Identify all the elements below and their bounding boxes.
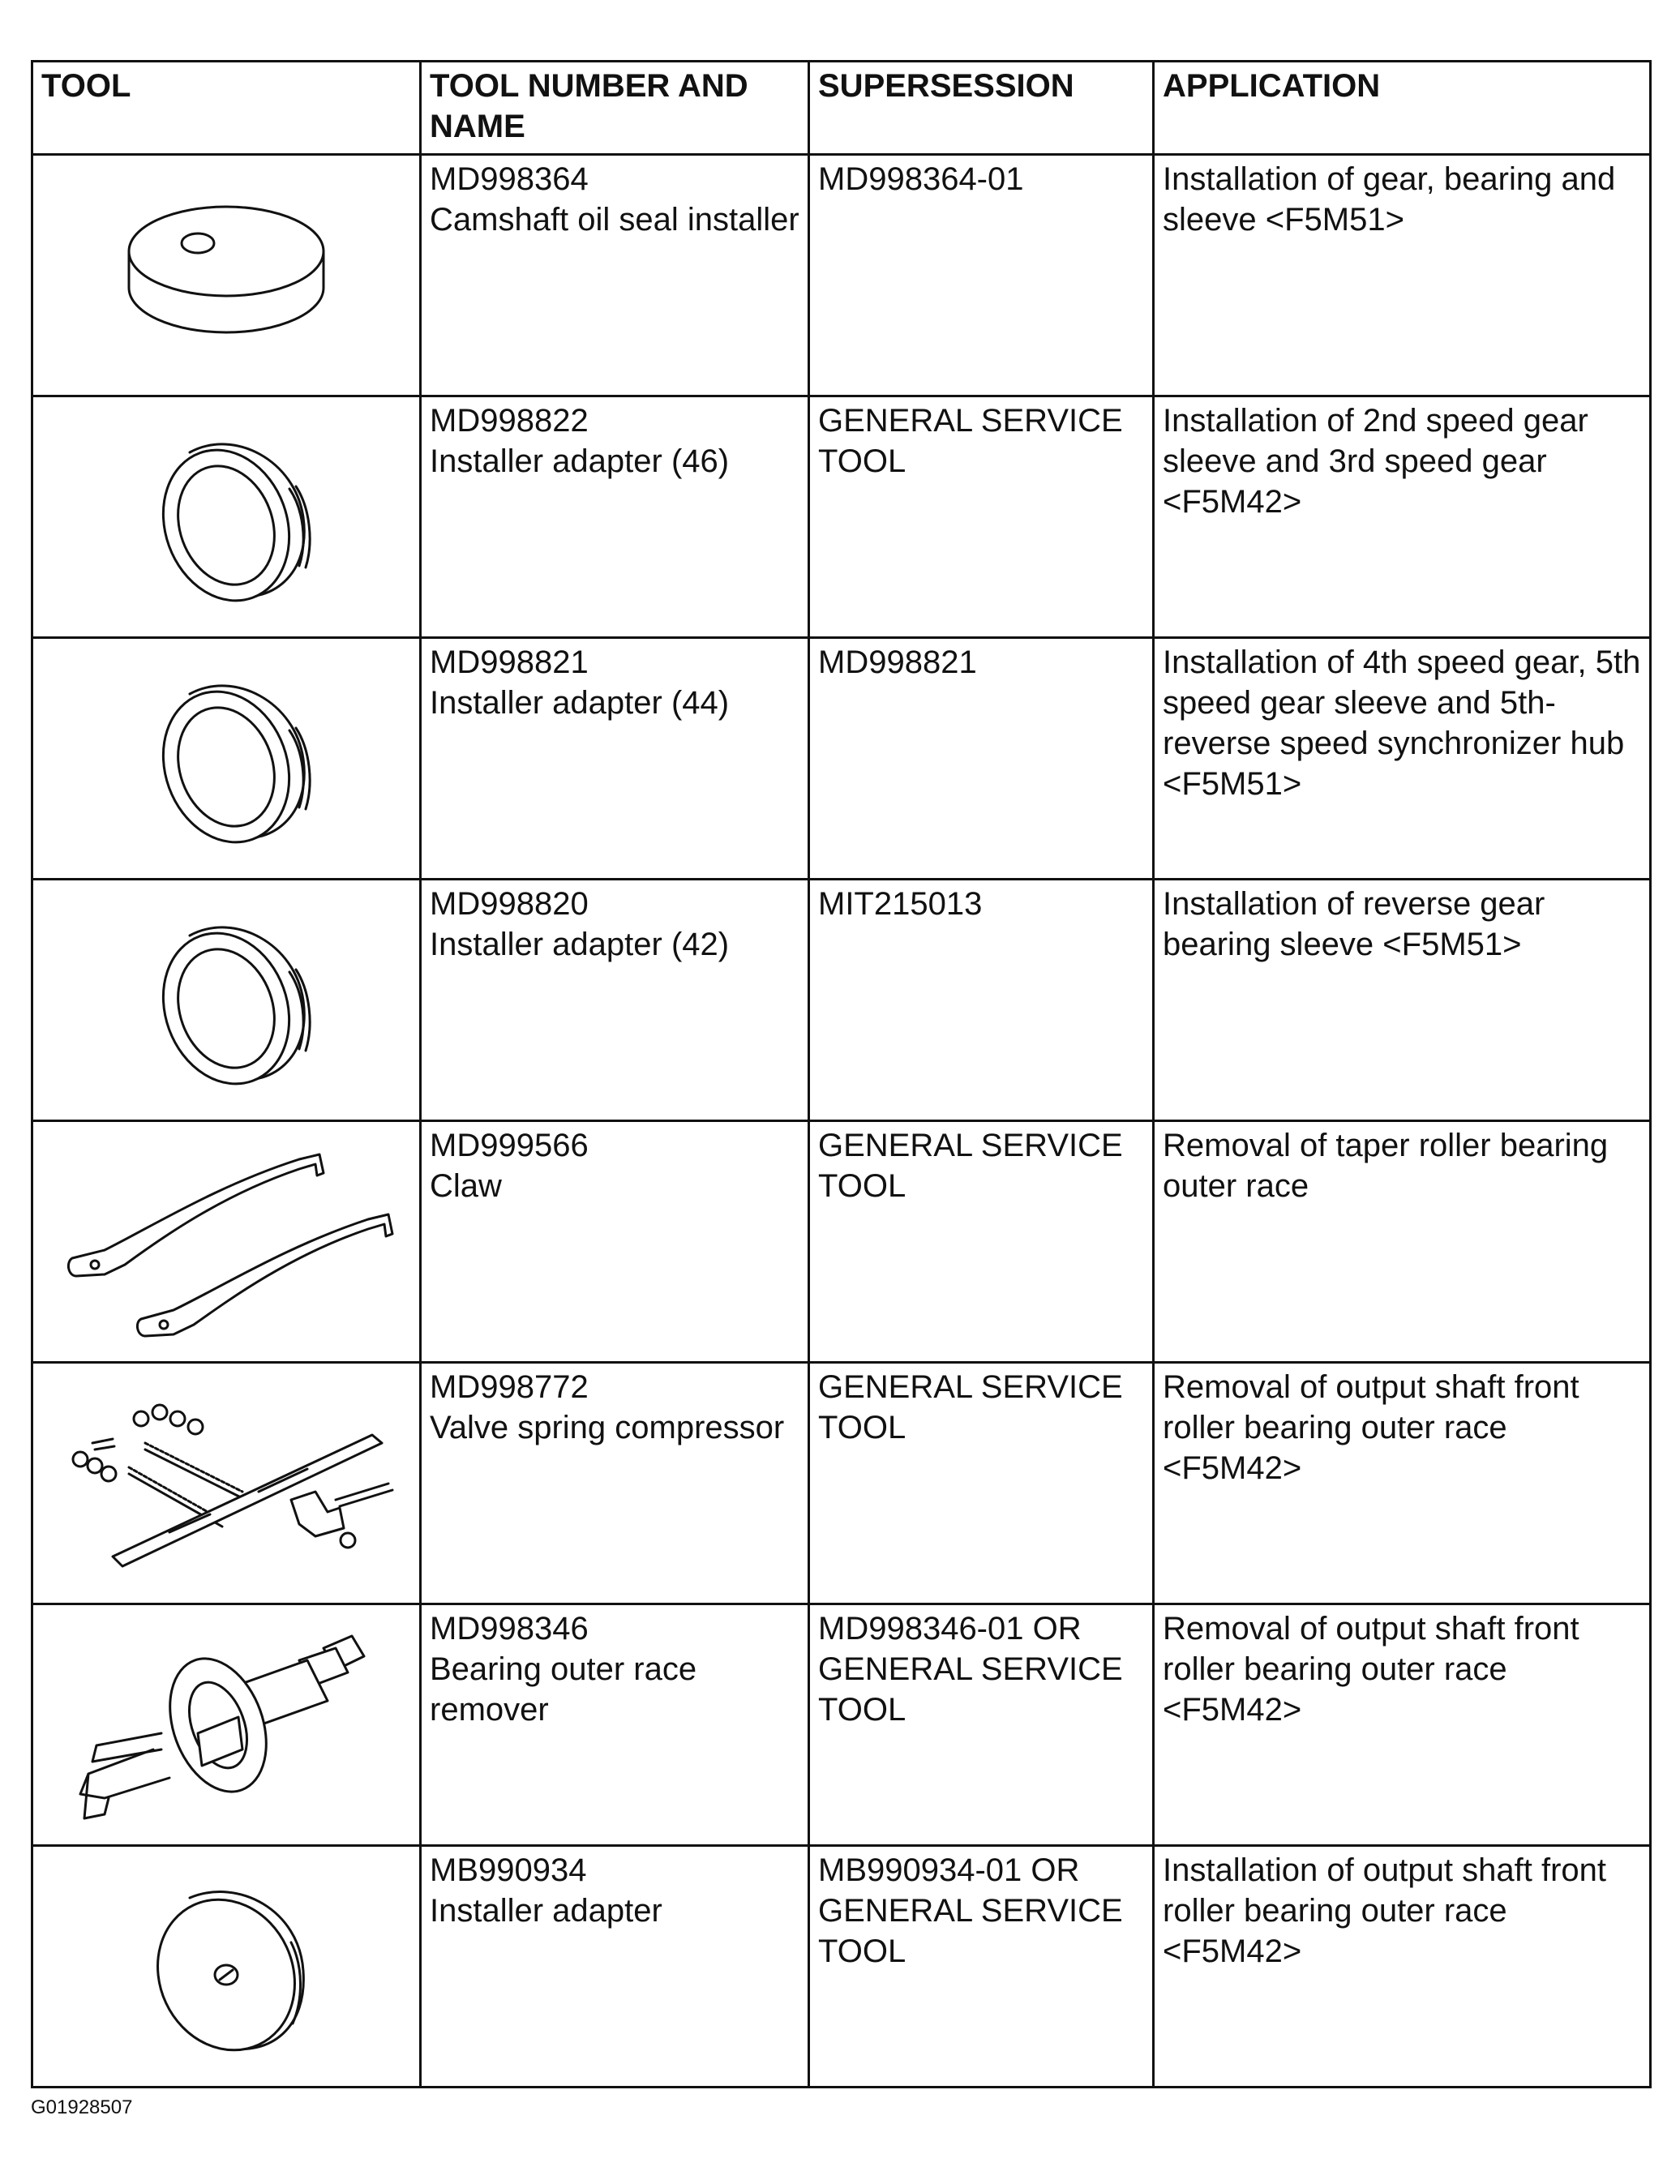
- table-row: [32, 1121, 1651, 1363]
- claw-icon: [56, 1137, 396, 1347]
- tool-name: Camshaft oil seal installer: [430, 202, 799, 238]
- header-application: APPLICATION: [1154, 62, 1651, 155]
- tool-illustration-cell: [32, 638, 421, 880]
- application-text: Installation of reverse gear bearing sleeve <F5M51>: [1163, 886, 1545, 962]
- tool-number-and-name-cell: [421, 1604, 809, 1846]
- supersession-cell: [809, 1363, 1154, 1604]
- supersession-cell: [809, 1846, 1154, 2088]
- tool-number-and-name-cell: [421, 396, 809, 638]
- tool-name: Installer adapter: [430, 1893, 662, 1929]
- tool-illustration-cell: [32, 880, 421, 1121]
- application-cell: [1154, 1363, 1651, 1604]
- supersession-value: GENERAL SERVICE TOOL: [818, 1128, 1123, 1204]
- supersession-cell: [809, 1121, 1154, 1363]
- table-row: [32, 1363, 1651, 1604]
- application-text: Installation of 2nd speed gear sleeve and 3rd speed gear <F5M42>: [1163, 403, 1588, 520]
- table-header-row: [32, 62, 1651, 155]
- application-text: Removal of output shaft front roller bearing outer race <F5M42>: [1163, 1369, 1579, 1486]
- tool-number: MD998820: [430, 886, 589, 922]
- supersession-value: MD998346-01 OR GENERAL SERVICE TOOL: [818, 1611, 1123, 1728]
- application-text: Removal of output shaft front roller bearing outer race <F5M42>: [1163, 1611, 1579, 1728]
- tool-name: Installer adapter (44): [430, 685, 730, 721]
- ring-adapter-icon: [105, 412, 348, 623]
- tool-number: MD998821: [430, 644, 589, 680]
- tool-number-and-name-cell: [421, 155, 809, 396]
- table-row: [32, 1846, 1651, 2088]
- supersession-value: MD998821: [818, 644, 977, 680]
- application-text: Removal of taper roller bearing outer race: [1163, 1128, 1609, 1204]
- supersession-value: MB990934-01 OR GENERAL SERVICE TOOL: [818, 1852, 1123, 1969]
- tool-name: Installer adapter (42): [430, 927, 730, 962]
- tool-illustration-cell: [32, 396, 421, 638]
- table-row: [32, 396, 1651, 638]
- application-cell: [1154, 396, 1651, 638]
- supersession-value: GENERAL SERVICE TOOL: [818, 403, 1123, 479]
- valve-spring-compressor-icon: [48, 1378, 405, 1589]
- supersession-cell: [809, 880, 1154, 1121]
- header-tool: TOOL: [32, 62, 421, 155]
- supersession-cell: [809, 155, 1154, 396]
- application-text: Installation of output shaft front roller bearing outer race <F5M42>: [1163, 1852, 1607, 1969]
- tool-number-and-name-cell: [421, 880, 809, 1121]
- tool-number-and-name-cell: [421, 1846, 809, 2088]
- table-row: [32, 155, 1651, 396]
- tool-number: MD998772: [430, 1369, 589, 1405]
- header-tool-number-and-name: TOOL NUMBER AND NAME: [421, 62, 809, 155]
- figure-id: G01928507: [31, 2096, 133, 2118]
- tool-number: MD998822: [430, 403, 589, 439]
- tool-number-and-name-cell: [421, 1121, 809, 1363]
- header-supersession: SUPERSESSION: [809, 62, 1154, 155]
- table-row: [32, 1604, 1651, 1846]
- supersession-value: MD998364-01: [818, 161, 1024, 197]
- tool-illustration-cell: [32, 155, 421, 396]
- table-row: [32, 880, 1651, 1121]
- supersession-cell: [809, 1604, 1154, 1846]
- tool-number: MB990934: [430, 1852, 587, 1888]
- plate-adapter-icon: [105, 1861, 348, 2072]
- tool-illustration-cell: [32, 1604, 421, 1846]
- disc-installer-icon: [105, 178, 348, 373]
- tool-number: MD998346: [430, 1611, 589, 1647]
- application-cell: [1154, 880, 1651, 1121]
- application-text: Installation of gear, bearing and sleeve <F5M51>: [1163, 161, 1616, 238]
- tool-name: Valve spring compressor: [430, 1410, 785, 1445]
- application-cell: [1154, 1846, 1651, 2088]
- tool-number-and-name-cell: [421, 638, 809, 880]
- application-cell: [1154, 1121, 1651, 1363]
- supersession-cell: [809, 396, 1154, 638]
- ring-adapter-icon: [105, 895, 348, 1106]
- supersession-cell: [809, 638, 1154, 880]
- application-cell: [1154, 155, 1651, 396]
- table-row: [32, 638, 1651, 880]
- supersession-value: MIT215013: [818, 886, 983, 922]
- bearing-puller-icon: [56, 1612, 396, 1839]
- tool-name: Claw: [430, 1168, 502, 1204]
- application-cell: [1154, 1604, 1651, 1846]
- application-text: Installation of 4th speed gear, 5th speed gear sleeve and 5th-reverse speed synchronizer hub <F5M51>: [1163, 644, 1641, 802]
- tool-name: Installer adapter (46): [430, 443, 730, 479]
- tool-illustration-cell: [32, 1363, 421, 1604]
- special-tools-table: [31, 60, 1652, 2088]
- tool-number: MD999566: [430, 1128, 589, 1163]
- tool-name: Bearing outer race remover: [430, 1651, 697, 1728]
- tool-illustration-cell: [32, 1846, 421, 2088]
- tool-number-and-name-cell: [421, 1363, 809, 1604]
- tool-illustration-cell: [32, 1121, 421, 1363]
- tool-number: MD998364: [430, 161, 589, 197]
- supersession-value: GENERAL SERVICE TOOL: [818, 1369, 1123, 1445]
- application-cell: [1154, 638, 1651, 880]
- ring-adapter-icon: [105, 653, 348, 864]
